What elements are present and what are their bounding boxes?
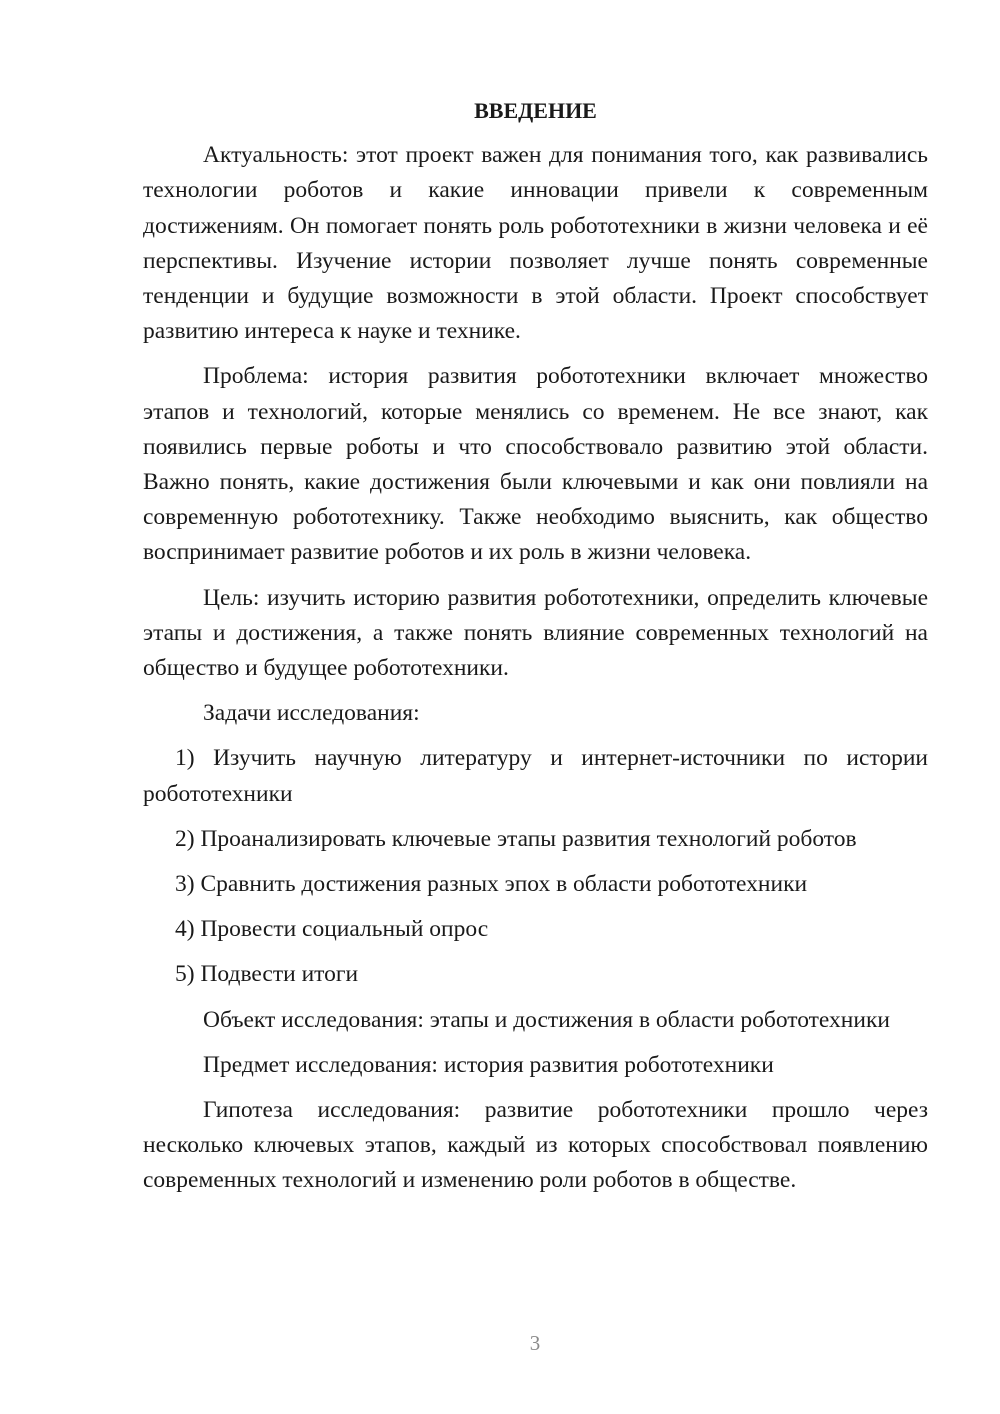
- list-item: 5) Подвести итоги: [175, 961, 359, 988]
- list-item: 3) Сравнить достижения разных эпох в области робототехники: [175, 871, 808, 898]
- tasks-title: Задачи исследования:: [203, 700, 420, 727]
- page-number: 3: [529, 1331, 541, 1355]
- goal-paragraph: Цель: изучить историю развития робототехники, определить ключевые этапы и достижения, а также понять влияние современных технологий на общество и будущее робототехники.: [143, 584, 928, 682]
- list-item: 2) Проанализировать ключевые этапы развития технологий роботов: [175, 825, 857, 852]
- hypothesis-paragraph: Гипотеза исследования: развитие робототехники прошло через несколько ключевых этапов, каждый из которых способствовал появлению современных технологий и изменению роли роботов в обществе.: [143, 1097, 928, 1194]
- page-title: ВВЕДЕНИЕ: [474, 98, 597, 123]
- subject-paragraph: Предмет исследования: история развития робототехники: [203, 1051, 774, 1078]
- document-body: [143, 93, 928, 1209]
- list-item: 4) Провести социальный опрос: [175, 916, 489, 943]
- problem-paragraph: Проблема: история развития робототехники включает множество этапов и технологий, которые менялись со временем. Не все знают, как появились первые роботы и что способствовало развитию этой области. Важно понять, какие достижения были ключевыми и как они повлияли на современную робототехнику. Также необходимо выяснить, как общество воспринимает развитие роботов и их роль в жизни человека.: [143, 363, 928, 566]
- object-paragraph: Объект исследования: этапы и достижения в области робототехники: [203, 1006, 890, 1033]
- list-item: 1) Изучить научную литературу и интернет-источники по истории робототехники: [143, 745, 928, 807]
- tasks-list: [143, 741, 928, 992]
- relevance-paragraph: Актуальность: этот проект важен для понимания того, как развивались технологии роботов и какие инновации привели к современным достижениям. Он помогает понять роль робототехники в жизни человека и её перспективы. Изучение истории позволяет лучше понять современные тенденции и будущие возможности в этой области. Проект способствует развитию интереса к науке и технике.: [143, 142, 928, 345]
